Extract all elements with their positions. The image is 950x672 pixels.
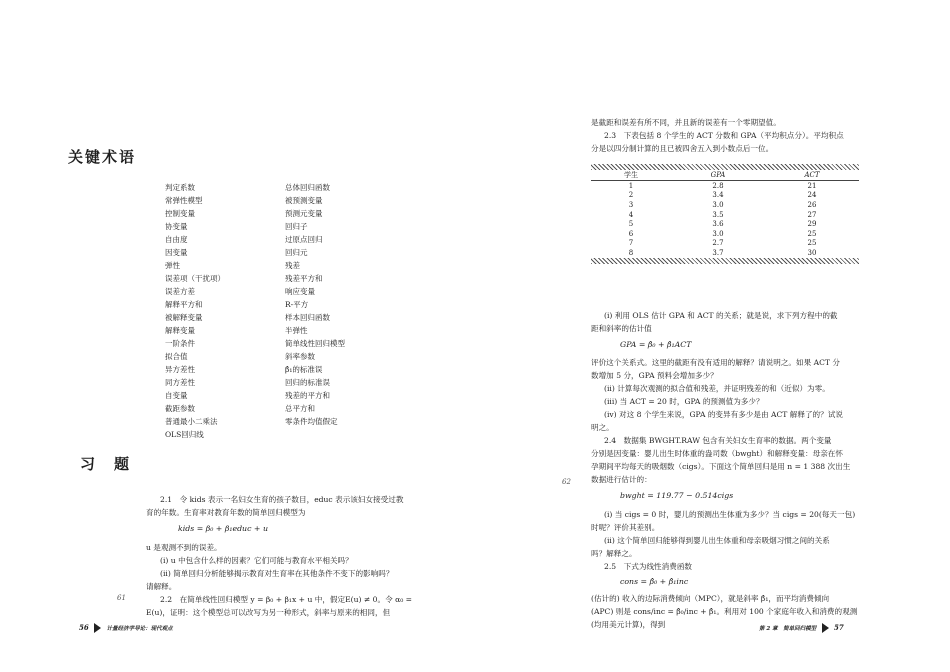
column-header-gpa: GPA (710, 171, 726, 179)
key-term: 过原点回归 (285, 235, 323, 244)
key-term: 误差项（干扰项） (165, 274, 225, 283)
key-term: 回归的标准误 (285, 378, 330, 387)
table-row (591, 219, 859, 229)
key-term: 总平方和 (285, 404, 315, 413)
exercise-2-4-equation: bwght = 119.77 − 0.514cigs (620, 491, 734, 500)
key-term: 零条件均值假定 (285, 417, 338, 426)
student-cell: 1 (628, 181, 634, 190)
column-header-student: 学生 (624, 171, 638, 179)
student-cell: 5 (628, 220, 634, 229)
exercise-2-1-question-ii-cont: 请解释。 (146, 582, 177, 591)
student-cell: 2 (628, 191, 634, 200)
act-cell: 24 (807, 191, 817, 200)
key-term: 常弹性模型 (165, 196, 203, 205)
key-term: 同方差性 (165, 378, 195, 387)
act-cell: 29 (807, 220, 817, 229)
key-term: 半弹性 (285, 326, 308, 335)
key-term: 判定系数 (165, 183, 195, 192)
student-cell: 8 (628, 248, 634, 257)
student-cell: 3 (628, 200, 634, 209)
exercise-2-3-ii: (ii) 计算每次观测的拟合值和残差，并证明残差的和（近似）为零。 (604, 384, 830, 393)
student-cell: 4 (628, 210, 634, 219)
key-term: 残差平方和 (285, 274, 323, 283)
right-footer (759, 623, 844, 633)
key-term: OLS回归线 (165, 430, 204, 439)
table-row (591, 229, 859, 239)
table-row (591, 200, 859, 210)
student-cell: 6 (628, 229, 634, 238)
right-page-number: 57 (834, 623, 844, 632)
key-term: 截距参数 (165, 404, 195, 413)
key-term: 斜率参数 (285, 352, 315, 361)
key-term: R-平方 (285, 300, 309, 309)
key-term: 被预测变量 (285, 196, 323, 205)
act-cell: 26 (807, 200, 817, 209)
exercise-2-5-equation: cons = β̂₀ + β̂₁inc (620, 577, 689, 586)
key-term: 被解释变量 (165, 313, 203, 322)
exercise-2-1-question-ii: (ii) 简单回归分析能够揭示教育对生育率在其他条件不变下的影响吗？ (160, 569, 394, 578)
exercise-2-2-line-1: 2.2 在简单线性回归模型 y = β₀ + β₁x + u 中，假定E(u) ≠ 0。令 α₀ = (160, 595, 413, 604)
key-term: 一阶条件 (165, 339, 195, 348)
gpa-cell: 2.7 (712, 239, 724, 248)
exercise-2-1-line-1: 2.1 令 kids 表示一名妇女生育的孩子数目，educ 表示该妇女接受过教 (160, 495, 404, 504)
exercise-2-1-question-i: (i) u 中包含什么样的因素？它们可能与教育水平相关吗？ (160, 556, 353, 565)
key-term: 自由度 (165, 235, 188, 244)
gpa-cell: 3.4 (712, 191, 724, 200)
exercise-2-3-line-2: 分是以四分制计算的且已被四舍五入到小数点后一位。 (591, 144, 774, 153)
key-term: 简单线性回归模型 (285, 339, 345, 348)
exercise-2-3-line-1: 2.3 下表包括 8 个学生的 ACT 分数和 GPA（平均积点分）。平均积点 (604, 131, 844, 140)
column-header-act: ACT (804, 171, 820, 179)
gpa-cell: 3.0 (712, 200, 724, 209)
key-term: 控制变量 (165, 209, 195, 218)
exercise-2-5-line-1: 2.5 下式为线性消费函数 (604, 562, 693, 571)
left-page-number: 56 (79, 623, 89, 632)
key-term: 解释平方和 (165, 300, 203, 309)
key-term: 预测元变量 (285, 209, 323, 218)
exercise-2-3-i-line-3: 评价这个关系式。这里的截距有没有适用的解释？请说明之。如果 ACT 分 (591, 358, 840, 367)
left-footer-book-title: 计量经济学导论：现代观点 (106, 626, 173, 632)
continued-line: 是截距和误差有所不同，并且新的误差有一个零期望值。 (591, 118, 781, 127)
exercise-2-4-line-1: 2.4 数据集 BWGHT.RAW 包含有关妇女生育率的数据。两个变量 (604, 436, 832, 445)
key-terms-column-2 (285, 181, 345, 428)
gpa-cell: 3.7 (712, 248, 724, 257)
key-term: 弹性 (165, 261, 180, 270)
key-term: 残差 (285, 261, 300, 270)
exercise-2-3-i-line-2: 距和斜率的估计值 (591, 324, 652, 333)
gpa-cell: 3.6 (712, 220, 724, 229)
gpa-act-table (591, 170, 859, 258)
act-cell: 25 (807, 239, 817, 248)
exercise-2-3-iv-line-1: (iv) 对这 8 个学生来说，GPA 的变异有多少是由 ACT 解释了的？试说 (604, 410, 843, 419)
table-row (591, 248, 859, 258)
right-footer-chapter-title: 第 2 章 简单回归模型 (759, 626, 817, 632)
act-cell: 25 (807, 229, 817, 238)
exercise-2-4-i-line-2: 时呢？评价其差别。 (591, 523, 660, 532)
key-term: 解释变量 (165, 326, 195, 335)
exercise-2-4-line-4: 数据进行估计的： (591, 475, 652, 484)
gpa-cell: 3.5 (712, 210, 724, 219)
key-term: 残差的平方和 (285, 391, 330, 400)
exercise-2-3-i-line-1: (i) 利用 OLS 估计 GPA 和 ACT 的关系；就是说，求下列方程中的截 (604, 311, 838, 320)
key-term: β̂₁的标准误 (285, 365, 323, 374)
exercise-2-4-line-2: 分别是因变量：婴儿出生时体重的盎司数（bwght）和解释变量：母亲在怀 (591, 449, 843, 458)
table-row (591, 239, 859, 249)
key-term: 样本回归函数 (285, 313, 330, 322)
table-row (591, 191, 859, 201)
key-term: 总体回归函数 (285, 183, 330, 192)
exercise-2-3-iii: (iii) 当 ACT = 20 时，GPA 的预测值为多少？ (604, 397, 764, 406)
key-term: 自变量 (165, 391, 188, 400)
gpa-cell: 3.0 (712, 229, 724, 238)
exercise-2-5-line-2: (估计的) 收入的边际消费倾向（MPC），就是斜率 β̂₁，而平均消费倾向 (591, 594, 830, 603)
exercise-2-5-line-3: (APC) 则是 cons/inc = β̂₀/inc + β̂₁。利用对 100 个家庭年收入和消费的观测 (591, 607, 858, 616)
key-term: 误差方差 (165, 287, 195, 296)
left-footer (79, 623, 173, 633)
key-term: 回归子 (285, 222, 308, 231)
act-cell: 21 (807, 181, 817, 190)
student-cell: 7 (628, 239, 634, 248)
exercise-2-3-equation: GPA = β̂₀ + β̂₁ACT (620, 340, 692, 349)
key-term: 异方差性 (165, 365, 195, 374)
footer-arrow-icon (822, 623, 829, 633)
exercise-2-1-line-3: u 是观测不到的误差。 (146, 543, 222, 552)
exercises-heading: 习 题 (80, 455, 132, 473)
exercise-2-4-ii-line-1: (ii) 这个简单回归能够得到婴儿出生体重和母亲吸烟习惯之间的关系 (604, 536, 830, 545)
key-term: 普通最小二乘法 (165, 417, 218, 426)
act-cell: 27 (807, 210, 817, 219)
key-term: 拟合值 (165, 352, 188, 361)
footer-arrow-icon (94, 623, 101, 633)
exercise-2-3-iv-line-2: 明之。 (591, 423, 614, 432)
key-terms-heading: 关键术语 (68, 148, 137, 166)
exercise-2-5-line-4: (均用美元计算)，得到 (591, 620, 666, 629)
margin-page-number-62: 62 (562, 478, 571, 486)
exercise-2-1-line-2: 育的年数。生育率对教育年数的简单回归模型为 (146, 508, 306, 517)
key-term: 响应变量 (285, 287, 315, 296)
key-terms-column-1 (165, 181, 225, 441)
table-row (591, 181, 859, 191)
act-cell: 30 (807, 248, 817, 257)
table-row (591, 210, 859, 220)
exercise-2-2-line-2: E(u)，证明：这个模型总可以改写为另一种形式，斜率与原来的相同，但 (146, 608, 391, 617)
exercise-2-4-line-3: 孕期间平均每天的吸烟数（cigs）。下面这个简单回归是用 n = 1 388 次出生 (591, 462, 851, 471)
gpa-cell: 2.8 (712, 181, 724, 190)
exercise-2-3-i-line-4: 数增加 5 分，GPA 预料会增加多少？ (591, 371, 718, 380)
gpa-act-table-container (591, 164, 859, 264)
key-term: 回归元 (285, 248, 308, 257)
margin-page-number-61: 61 (117, 594, 126, 602)
key-term: 因变量 (165, 248, 188, 257)
exercise-2-4-ii-line-2: 吗？解释之。 (591, 549, 637, 558)
key-term: 协变量 (165, 222, 188, 231)
table-bottom-border (591, 258, 859, 264)
exercise-2-4-i-line-1: (i) 当 cigs = 0 时，婴儿的预测出生体重为多少？当 cigs = 20(每天一包) (604, 510, 856, 519)
exercise-2-1-equation: kids = β₀ + β₁educ + u (178, 524, 268, 533)
